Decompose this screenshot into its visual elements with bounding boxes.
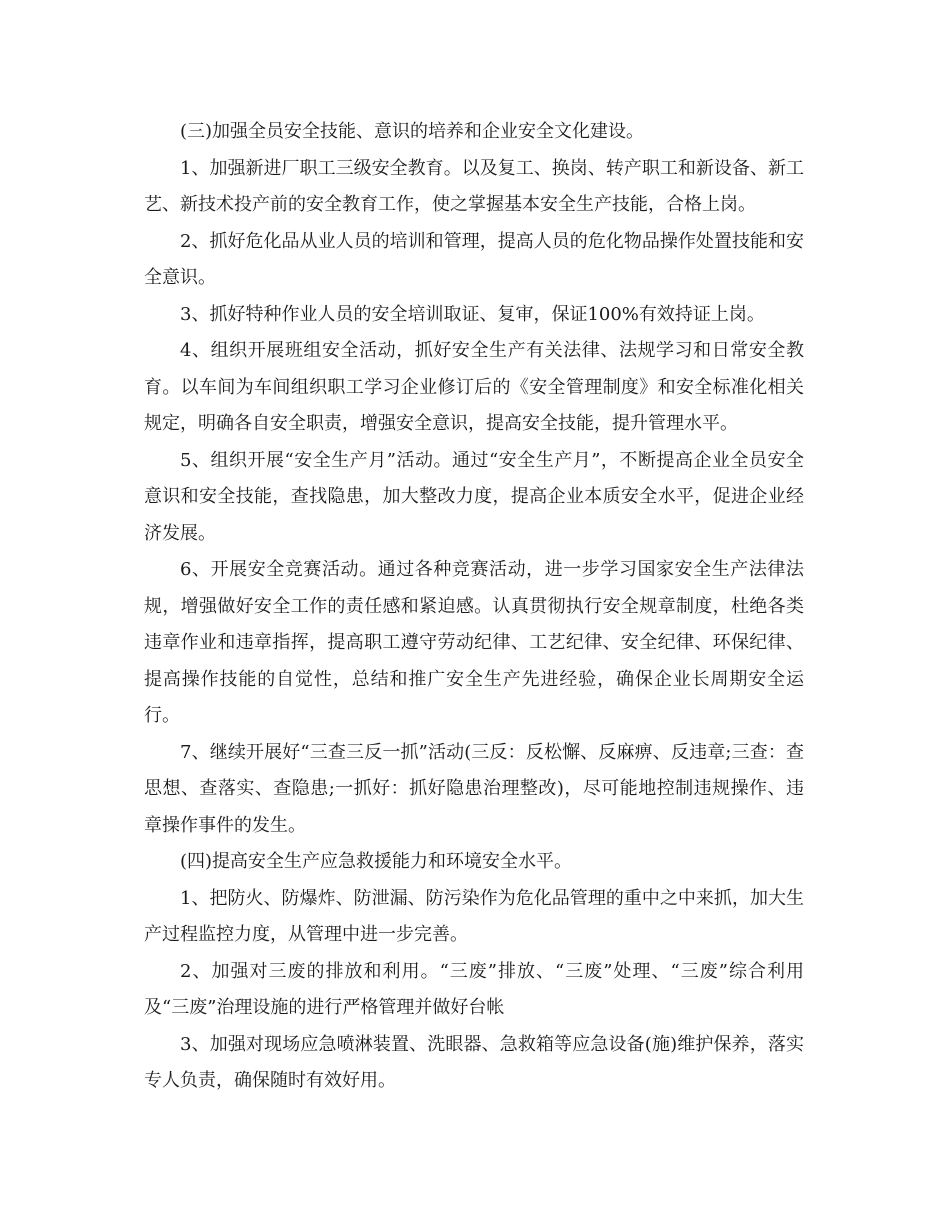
paragraph-item-4-2: 2、加强对三废的排放和利用。“三废”排放、“三废”处理、“三废”综合利用及“三废”治理设施的进行严格管理并做好台帐 xyxy=(144,960,804,1018)
section-heading-4: (四)提高安全生产应急救援能力和环境安全水平。 xyxy=(180,851,573,872)
document-body xyxy=(144,114,804,1100)
paragraph-item-5: 5、组织开展“安全生产月”活动。通过“安全生产月”，不断提高企业全员安全意识和安全技能，查找隐患，加大整改力度，提高企业本质安全水平，促进企业经济发展。 xyxy=(144,449,804,544)
paragraph-item-3: 3、抓好特种作业人员的安全培训取证、复审，保证100%有效持证上岗。 xyxy=(180,303,765,325)
paragraph-item-2: 2、抓好危化品从业人员的培训和管理，提高人员的危化物品操作处置技能和安全意识。 xyxy=(144,230,804,288)
paragraph-item-4-1: 1、把防火、防爆炸、防泄漏、防污染作为危化品管理的重中之中来抓，加大生产过程监控力度，从管理中进一步完善。 xyxy=(144,887,804,945)
paragraph-item-1: 1、加强新进厂职工三级安全教育。以及复工、换岗、转产职工和新设备、新工艺、新技术投产前的安全教育工作，使之掌握基本安全生产技能，合格上岗。 xyxy=(144,157,804,215)
paragraph-item-4-3: 3、加强对现场应急喷淋装置、洗眼器、急救箱等应急设备(施)维护保养，落实专人负责，确保随时有效好用。 xyxy=(144,1033,804,1091)
section-heading-3: (三)加强全员安全技能、意识的培养和企业安全文化建设。 xyxy=(180,121,645,142)
paragraph-item-7: 7、继续开展好“三查三反一抓”活动(三反：反松懈、反麻痹、反违章;三查：查思想、查落实、查隐患;一抓好：抓好隐患治理整改)，尽可能地控制违规操作、违章操作事件的发生。 xyxy=(144,741,804,836)
paragraph-item-4: 4、组织开展班组安全活动，抓好安全生产有关法律、法规学习和日常安全教育。以车间为车间组织职工学习企业修订后的《安全管理制度》和安全标准化相关规定，明确各自安全职责，增强安全意识，提高安全技能，提升管理水平。 xyxy=(144,340,804,434)
paragraph-item-6: 6、开展安全竞赛活动。通过各种竞赛活动，进一步学习国家安全生产法律法规，增强做好安全工作的责任感和紧迫感。认真贯彻执行安全规章制度，杜绝各类违章作业和违章指挥，提高职工遵守劳动纪律、工艺纪律、安全纪律、环保纪律、提高操作技能的自觉性，总结和推广安全生产先进经验，确保企业长周期安全运行。 xyxy=(144,559,804,726)
